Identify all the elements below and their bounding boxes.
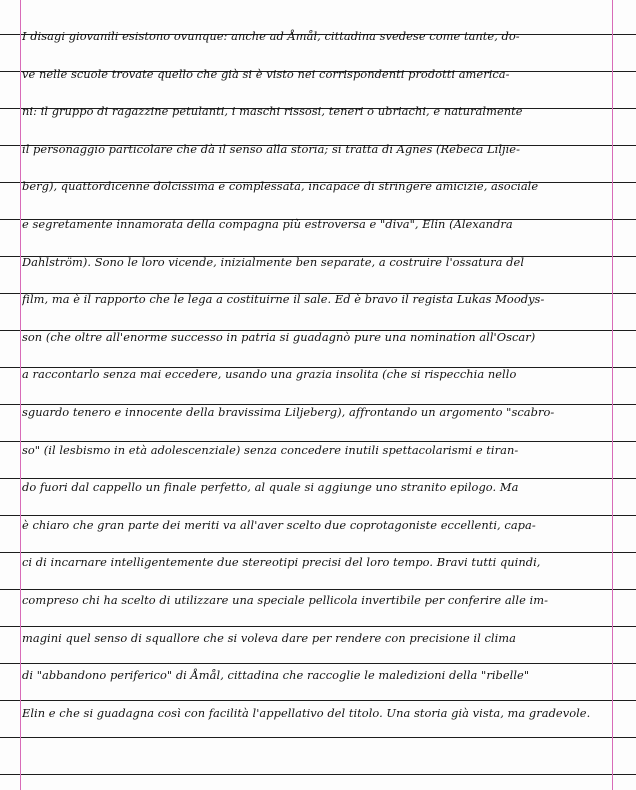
text-line: il personaggio particolare che dà il senso alla storia; si tratta di Agnes (Rebeca Liljie- xyxy=(22,141,520,156)
text-line: do fuori dal cappello un finale perfetto, al quale si aggiunge uno stranito epilogo. Ma xyxy=(22,480,519,495)
text-line: compreso chi ha scelto di utilizzare una speciale pellicola invertibile per conferire alle im- xyxy=(22,592,548,607)
text-line: Elin e che si guadagna così con facilità l'appellativo del titolo. Una storia già vista, ma gradevole. xyxy=(22,705,591,720)
handwritten-text xyxy=(22,18,610,732)
text-line: film, ma è il rapporto che le lega a costituirne il sale. Ed è bravo il regista Lukas Moodys- xyxy=(22,292,545,307)
text-line: è chiaro che gran parte dei meriti va all'aver scelto due coprotagoniste eccellenti, capa- xyxy=(22,517,536,532)
text-line: sguardo tenero e innocente della bravissima Liljeberg), affrontando un argomento "scabro- xyxy=(22,404,555,419)
text-line: I disagi giovanili esistono ovunque: anche ad Åmål, cittadina svedese come tante, do- xyxy=(22,29,520,43)
text-line: magini quel senso di squallore che si voleva dare per rendere con precisione il clima xyxy=(22,630,516,645)
text-line: e segretamente innamorata della compagna più estroversa e "diva", Elin (Alexandra xyxy=(22,216,513,231)
text-line: Dahlström). Sono le loro vicende, inizialmente ben separate, a costruire l'ossatura del xyxy=(22,254,525,269)
text-line: son (che oltre all'enorme successo in patria si guadagnò pure una nomination all'Oscar) xyxy=(22,329,536,344)
text-line: ci di incarnare intelligentemente due stereotipi precisi del loro tempo. Bravi tutti quindi, xyxy=(22,555,541,570)
text-line: a raccontarlo senza mai eccedere, usando una grazia insolita (che si rispecchia nello xyxy=(22,367,517,382)
left-margin-line xyxy=(20,0,21,790)
text-line: so" (il lesbismo in età adolescenziale) senza concedere inutili spettacolarismi e tiran- xyxy=(22,442,519,457)
right-margin-line xyxy=(612,0,613,790)
text-line: ni: il gruppo di ragazzine petulanti, i maschi rissosi, teneri o ubriachi, e naturalmente xyxy=(22,104,523,119)
text-line: di "abbandono periferico" di Åmål, cittadina che raccoglie le maledizioni della "ribelle" xyxy=(22,668,530,683)
text-line: ve nelle scuole trovate quello che già si è visto nei corrispondenti prodotti america- xyxy=(22,66,510,81)
text-line: berg), quattordicenne dolcissima e complessata, incapace di stringere amicizie, asociale xyxy=(22,179,539,194)
